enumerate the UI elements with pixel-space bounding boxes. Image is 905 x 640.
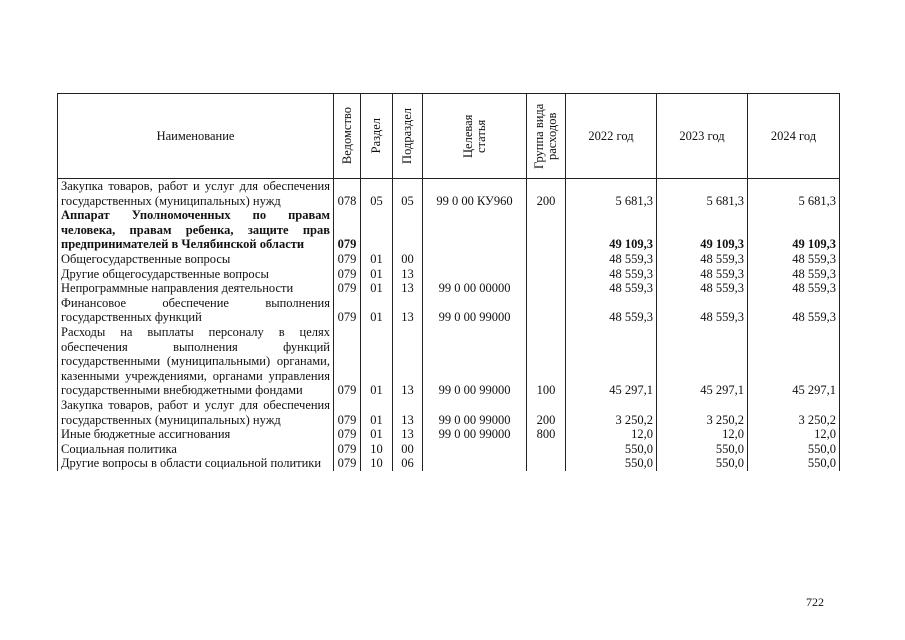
cell-dept: 079 [334, 252, 361, 267]
cell-2023: 45 297,1 [657, 325, 748, 398]
cell-target [423, 442, 527, 457]
cell-2022: 48 559,3 [566, 252, 657, 267]
cell-subsection: 13 [393, 325, 423, 398]
table-row [58, 179, 840, 209]
cell-target: 99 0 00 99000 [423, 427, 527, 442]
cell-target [423, 456, 527, 471]
cell-2022: 12,0 [566, 427, 657, 442]
budget-table [57, 93, 840, 471]
cell-dept: 079 [334, 325, 361, 398]
cell-2024: 48 559,3 [748, 267, 840, 282]
cell-target: 99 0 00 00000 [423, 281, 527, 296]
cell-name: Другие общегосударственные вопросы [58, 267, 334, 282]
cell-2022: 5 681,3 [566, 179, 657, 209]
table-body [58, 179, 840, 471]
cell-group: 100 [527, 325, 566, 398]
cell-section [361, 208, 393, 252]
cell-section: 10 [361, 442, 393, 457]
cell-name: Социальная политика [58, 442, 334, 457]
cell-2023: 48 559,3 [657, 281, 748, 296]
cell-target: 99 0 00 КУ960 [423, 179, 527, 209]
cell-dept: 079 [334, 296, 361, 325]
cell-section: 01 [361, 296, 393, 325]
cell-2024: 48 559,3 [748, 296, 840, 325]
cell-2023: 49 109,3 [657, 208, 748, 252]
cell-group [527, 296, 566, 325]
cell-2024: 45 297,1 [748, 325, 840, 398]
header-dept: Ведомство [339, 107, 354, 165]
cell-subsection [393, 208, 423, 252]
header-name: Наименование [58, 94, 334, 179]
cell-name: Общегосударственные вопросы [58, 252, 334, 267]
header-subsection: Подраздел [400, 108, 414, 164]
cell-subsection: 13 [393, 281, 423, 296]
cell-2024: 550,0 [748, 456, 840, 471]
header-group: Группа вида расходов [532, 103, 559, 169]
cell-target: 99 0 00 99000 [423, 398, 527, 427]
cell-target: 99 0 00 99000 [423, 296, 527, 325]
cell-dept: 079 [334, 442, 361, 457]
cell-2024: 5 681,3 [748, 179, 840, 209]
cell-group [527, 442, 566, 457]
cell-section: 01 [361, 427, 393, 442]
cell-subsection: 13 [393, 296, 423, 325]
cell-section: 01 [361, 281, 393, 296]
cell-2023: 48 559,3 [657, 252, 748, 267]
cell-dept: 079 [334, 267, 361, 282]
table-row [58, 208, 840, 252]
cell-2023: 12,0 [657, 427, 748, 442]
cell-section: 05 [361, 179, 393, 209]
cell-subsection: 00 [393, 442, 423, 457]
cell-name: Непрограммные направления деятельности [58, 281, 334, 296]
table-row [58, 267, 840, 282]
header-2022: 2022 год [566, 94, 657, 179]
header-2023: 2023 год [657, 94, 748, 179]
cell-2024: 12,0 [748, 427, 840, 442]
cell-2022: 48 559,3 [566, 296, 657, 325]
cell-2022: 48 559,3 [566, 281, 657, 296]
cell-2023: 48 559,3 [657, 296, 748, 325]
cell-group [527, 267, 566, 282]
cell-2023: 550,0 [657, 456, 748, 471]
cell-section: 01 [361, 267, 393, 282]
cell-2024: 49 109,3 [748, 208, 840, 252]
cell-target [423, 208, 527, 252]
header-section: Раздел [369, 118, 383, 154]
cell-dept: 078 [334, 179, 361, 209]
cell-name: Закупка товаров, работ и услуг для обеспечения государственных (муниципальных) нужд [58, 398, 334, 427]
cell-group [527, 281, 566, 296]
cell-dept: 079 [334, 427, 361, 442]
cell-name: Иные бюджетные ассигнования [58, 427, 334, 442]
cell-name: Закупка товаров, работ и услуг для обеспечения государственных (муниципальных) нужд [58, 179, 334, 209]
cell-2022: 48 559,3 [566, 267, 657, 282]
cell-subsection: 06 [393, 456, 423, 471]
cell-group [527, 208, 566, 252]
cell-subsection: 13 [393, 427, 423, 442]
table-header [58, 94, 840, 179]
header-2024: 2024 год [748, 94, 840, 179]
cell-2022: 3 250,2 [566, 398, 657, 427]
cell-dept: 079 [334, 281, 361, 296]
cell-subsection: 13 [393, 267, 423, 282]
cell-name: Расходы на выплаты персоналу в целях обеспечения выполнения функций государственными (муниципальными) органами, казенными учреждениями, органами управления государственными внебюджетными фондами [58, 325, 334, 398]
cell-2022: 49 109,3 [566, 208, 657, 252]
table-row [58, 398, 840, 427]
cell-section: 01 [361, 252, 393, 267]
cell-2024: 48 559,3 [748, 281, 840, 296]
cell-name: Аппарат Уполномоченных по правам человека, правам ребенка, защите прав предпринимателей в Челябинской области [58, 208, 334, 252]
cell-2023: 550,0 [657, 442, 748, 457]
cell-group [527, 456, 566, 471]
cell-name: Финансовое обеспечение выполнения государственных функций [58, 296, 334, 325]
cell-target [423, 267, 527, 282]
cell-group: 200 [527, 398, 566, 427]
cell-name: Другие вопросы в области социальной политики [58, 456, 334, 471]
cell-2023: 5 681,3 [657, 179, 748, 209]
cell-2022: 550,0 [566, 442, 657, 457]
cell-2024: 3 250,2 [748, 398, 840, 427]
table-row [58, 427, 840, 442]
cell-target [423, 252, 527, 267]
cell-target: 99 0 00 99000 [423, 325, 527, 398]
cell-dept: 079 [334, 456, 361, 471]
cell-section: 01 [361, 325, 393, 398]
cell-2023: 3 250,2 [657, 398, 748, 427]
table-row [58, 296, 840, 325]
cell-dept: 079 [334, 208, 361, 252]
cell-subsection: 05 [393, 179, 423, 209]
table-row [58, 281, 840, 296]
cell-2023: 48 559,3 [657, 267, 748, 282]
cell-section: 10 [361, 456, 393, 471]
cell-subsection: 00 [393, 252, 423, 267]
cell-group: 800 [527, 427, 566, 442]
cell-dept: 079 [334, 398, 361, 427]
cell-2024: 550,0 [748, 442, 840, 457]
cell-section: 01 [361, 398, 393, 427]
page-number: 722 [806, 595, 824, 609]
cell-2022: 550,0 [566, 456, 657, 471]
table-row [58, 325, 840, 398]
cell-subsection: 13 [393, 398, 423, 427]
cell-group [527, 252, 566, 267]
table-row [58, 456, 840, 471]
table-row [58, 442, 840, 457]
cell-2022: 45 297,1 [566, 325, 657, 398]
header-target: Целевая статья [460, 114, 488, 158]
table-row [58, 252, 840, 267]
cell-2024: 48 559,3 [748, 252, 840, 267]
cell-group: 200 [527, 179, 566, 209]
